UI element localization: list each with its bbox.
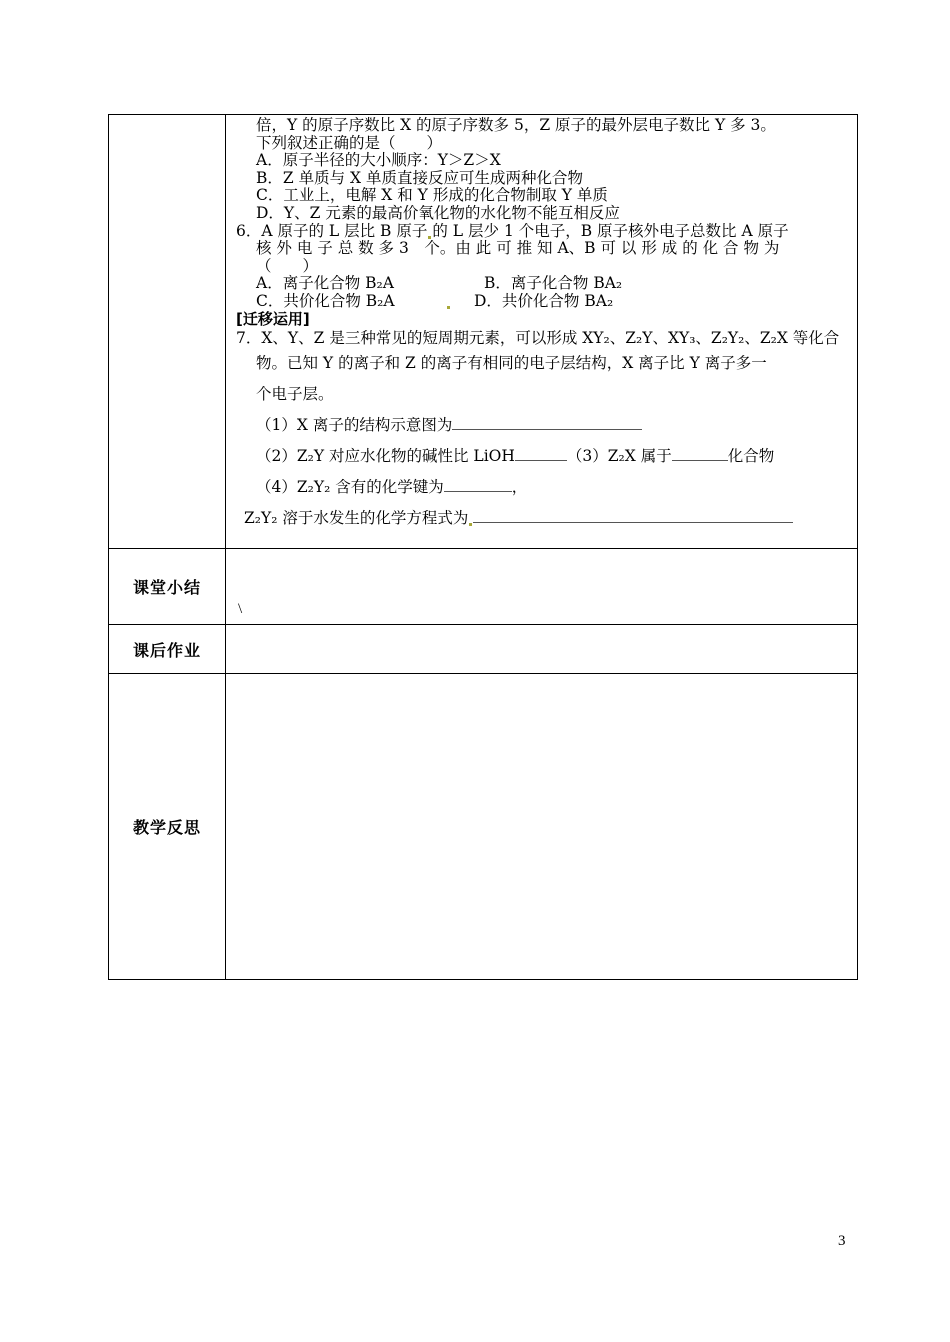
q7-sub5 <box>236 503 847 534</box>
exercise-label-cell <box>109 115 226 549</box>
q7-sub1 <box>236 410 847 441</box>
q7-sub1-text: （1）X 离子的结构示意图为 <box>256 416 453 435</box>
summary-cell[interactable] <box>226 549 858 625</box>
reflection-label: 教学反思 <box>109 674 226 980</box>
q5-option-b: B．Z 单质与 X 单质直接反应可生成两种化合物 <box>256 168 583 187</box>
reflection-cell[interactable] <box>226 674 858 980</box>
answer-blank[interactable] <box>444 477 512 492</box>
q6-line3: （ ） <box>256 256 319 275</box>
q6-options-ab <box>236 275 847 293</box>
answer-blank[interactable] <box>672 446 728 461</box>
summary-label: 课堂小结 <box>109 549 226 625</box>
q6-option-a: A．离子化合物 B₂A <box>256 274 394 293</box>
reflection-row <box>109 674 858 980</box>
q6-line1 <box>236 223 847 241</box>
q6-line2: 核 外 电 子 总 数 多 3 个。由 此 可 推 知 A、B 可 以 形 成 的 化 合 物 为 <box>256 239 780 258</box>
q7-sub2 <box>236 441 847 472</box>
mark-dot <box>469 523 472 526</box>
q7-sub3-text: （3）Z₂X 属于 <box>566 447 672 466</box>
mark-dot <box>447 306 450 309</box>
q7-sub4-end: ， <box>511 478 528 497</box>
q6-option-b: B．离子化合物 BA₂ <box>484 274 623 293</box>
q6-options-cd <box>236 293 847 311</box>
q7-sub2-text: （2）Z₂Y 对应水化物的碱性比 LiOH <box>256 447 515 466</box>
q5-line2: 下列叙述正确的是（ ） <box>256 133 443 152</box>
answer-blank[interactable] <box>452 415 642 430</box>
mark-dot <box>428 236 431 239</box>
q6-line1-part-b: 的 L 层少 1 个电子，B 原子核外电子总数比 A 原子 <box>432 221 789 240</box>
homework-label: 课后作业 <box>109 625 226 674</box>
answer-blank[interactable] <box>515 446 567 461</box>
q7-sub5-text: Z₂Y₂ 溶于水发生的化学方程式为 <box>244 509 469 528</box>
summary-row <box>109 549 858 625</box>
summary-mark: \ <box>238 601 243 617</box>
q6-option-d: D．共价化合物 BA₂ <box>474 291 614 310</box>
section-title: [迁移运用] <box>236 309 310 328</box>
q5-option-a: A．原子半径的大小顺序：Y＞Z＞X <box>256 151 501 170</box>
q6-line1-part-a: 6．A 原子的 L 层比 B 原子 <box>236 221 428 240</box>
lesson-plan-table <box>108 114 858 980</box>
q5-option-c: C．工业上，电解 X 和 Y 形成的化合物制取 Y 单质 <box>256 186 608 205</box>
homework-cell[interactable] <box>226 625 858 674</box>
exercise-content-cell <box>226 115 858 549</box>
q7-line3: 个电子层。 <box>256 385 334 404</box>
q7-line1: 7．X、Y、Z 是三种常见的短周期元素，可以形成 XY₂、Z₂Y、XY₃、Z₂Y₂、Z₂X 等化合 <box>236 329 840 348</box>
q5-option-d: D．Y、Z 元素的最高价氧化物的水化物不能互相反应 <box>256 203 620 222</box>
page-number: 3 <box>838 1233 846 1249</box>
q7-line2: 物。已知 Y 的离子和 Z 的离子有相同的电子层结构，X 离子比 Y 离子多一 <box>256 354 767 373</box>
exercise-row <box>109 115 858 549</box>
q7-sub4 <box>236 472 847 503</box>
q5-line1: 倍，Y 的原子序数比 X 的原子序数多 5，Z 原子的最外层电子数比 Y 多 3。 <box>256 116 776 134</box>
q7-sub3-end: 化合物 <box>727 447 775 466</box>
answer-blank[interactable] <box>473 508 793 523</box>
homework-row <box>109 625 858 674</box>
q7-sub4-text: （4）Z₂Y₂ 含有的化学键为 <box>256 478 444 497</box>
q6-option-c: C．共价化合物 B₂A <box>256 291 395 310</box>
